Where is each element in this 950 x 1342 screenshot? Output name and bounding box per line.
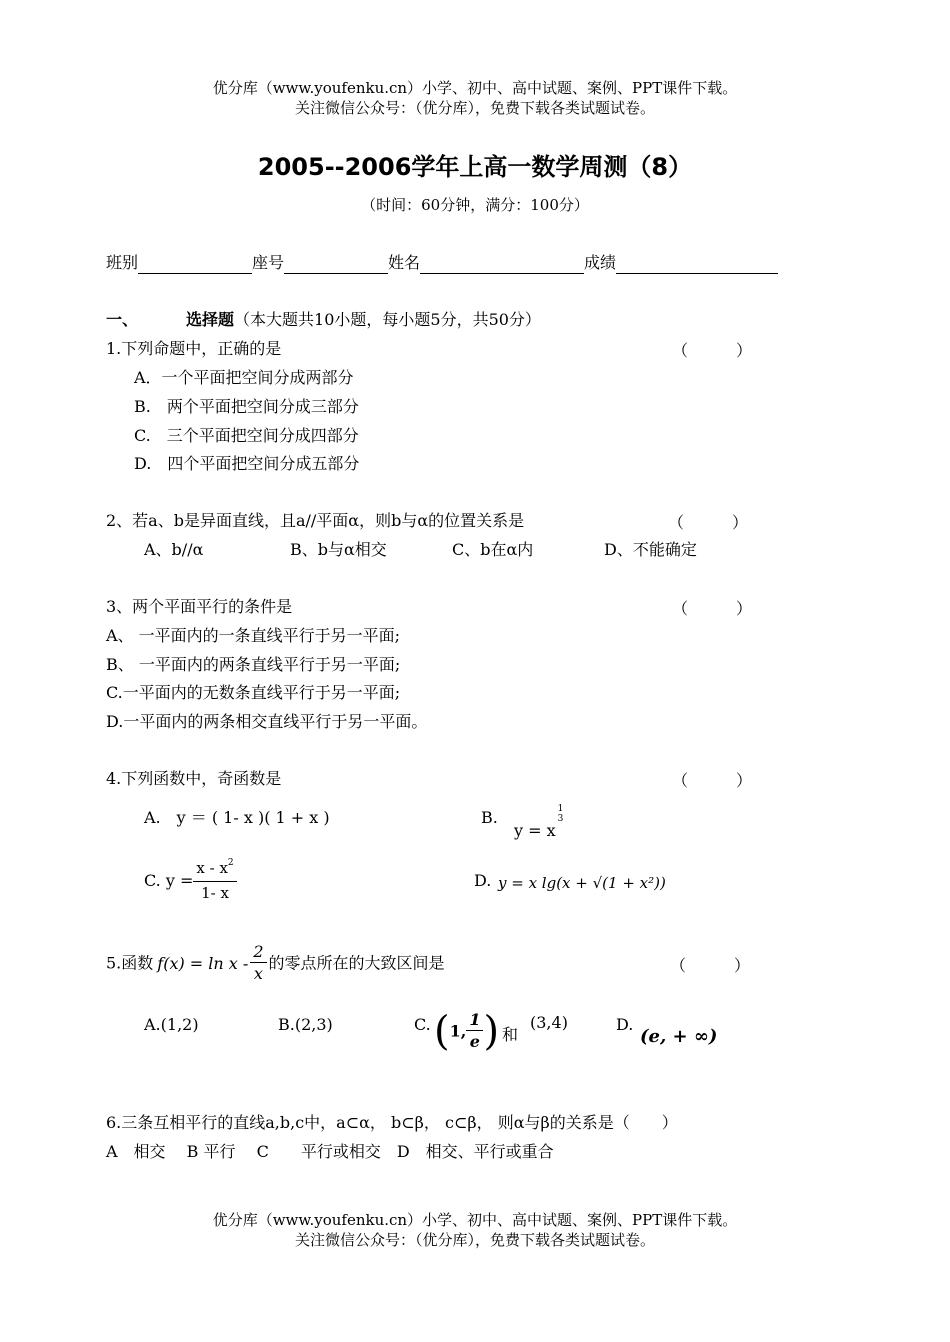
q1-answer-paren[interactable]: （ ）	[672, 341, 753, 360]
q4-b-exp-num: 1	[557, 804, 564, 814]
section-note: （本大题共10小题，每小题5分，共50分）	[234, 310, 541, 329]
student-info-row	[106, 252, 778, 274]
section-title: 选择题	[186, 310, 235, 329]
class-blank[interactable]	[138, 255, 252, 274]
q1-option-a: A．一个平面把空间分成两部分	[134, 368, 354, 387]
q4-option-b-label: B.	[481, 808, 498, 827]
q2-stem: 2、若a、b是异面直线，且a//平面α，则b与α的位置关系是	[106, 511, 525, 530]
footer-line-1: 优分库（www.youfenku.cn）小学、初中、高中试题、案例、PPT课件下载。	[212, 1211, 738, 1229]
score-blank[interactable]	[616, 255, 778, 274]
header-line-2: 关注微信公众号：（优分库），免费下载各类试题试卷。	[294, 99, 655, 117]
name-label: 姓名	[388, 253, 421, 272]
q4-option-d-expr: y = x lg(x + √(1 + x²))	[498, 874, 666, 892]
seat-label: 座号	[252, 253, 285, 272]
q5-option-c-and: 和	[502, 1025, 519, 1044]
q3-option-a: A、 一平面内的一条直线平行于另一平面;	[106, 626, 401, 645]
q2-option-d: D、不能确定	[604, 540, 697, 559]
q3-answer-paren[interactable]: （ ）	[672, 599, 753, 618]
q5-option-c-interval-2: (3,4)	[530, 1013, 568, 1032]
q4-option-d-label: D.	[474, 871, 492, 890]
q2-option-b: B、b与α相交	[290, 540, 387, 559]
footer-line-2: 关注微信公众号：（优分库），免费下载各类试题试卷。	[294, 1231, 655, 1249]
q2-answer-paren[interactable]: （ ）	[668, 513, 749, 532]
q3-option-c: C.一平面内的无数条直线平行于另一平面;	[106, 683, 401, 702]
q1-stem: 1.下列命题中，正确的是	[106, 339, 282, 358]
q1-option-b: B. 两个平面把空间分成三部分	[134, 397, 359, 416]
q5-option-d-label: D.	[616, 1015, 634, 1034]
q6-stem: 6.三条互相平行的直线a,b,c中，a⊂α， b⊂β， c⊂β， 则α与β的关系是（ ）	[106, 1113, 678, 1132]
q4-option-a: A. y ＝ ( 1- x )( 1 + x )	[144, 808, 330, 827]
q6-options: A 相交 B 平行 C 平行或相交 D 相交、平行或重合	[106, 1142, 554, 1161]
q5-option-c-label: C.	[414, 1015, 431, 1034]
q5-answer-paren[interactable]: （ ）	[670, 956, 751, 975]
q4-answer-paren[interactable]: （ ）	[672, 771, 753, 790]
q3-option-b: B、 一平面内的两条直线平行于另一平面;	[106, 655, 401, 674]
q4-b-exp-den: 3	[557, 814, 564, 824]
q4-option-b-expr: y = x 1 3	[514, 804, 564, 840]
section-heading	[106, 309, 541, 331]
name-blank[interactable]	[420, 255, 584, 274]
q5-stem: 5.函数 f(x) = ln x - $\frac{2}{x}$ 的零点所在的大致区间是	[106, 942, 445, 983]
q2-option-a: A、b//α	[144, 540, 204, 559]
header-line-1: 优分库（www.youfenku.cn）小学、初中、高中试题、案例、PPT课件下载。	[212, 79, 738, 97]
q5-option-c-interval: (1, $\frac{1}{e}$ )	[434, 1008, 500, 1055]
seat-blank[interactable]	[284, 255, 388, 274]
score-label: 成绩	[584, 253, 617, 272]
page-subtitle: （时间：60分钟，满分：100分）	[361, 196, 589, 214]
q3-stem: 3、两个平面平行的条件是	[106, 597, 293, 616]
q5-option-d-expr: (e, + ∞)	[640, 1026, 718, 1047]
q4-option-c: C. y = $\frac{x - x^2}{1- x}$	[144, 858, 237, 904]
section-number: 一、	[106, 310, 139, 329]
class-label: 班别	[106, 253, 139, 272]
q3-option-d: D.一平面内的两条相交直线平行于另一平面。	[106, 712, 428, 731]
q4-stem: 4.下列函数中，奇函数是	[106, 769, 282, 788]
q5-option-b: B.(2,3)	[278, 1015, 333, 1034]
q5-option-a: A.(1,2)	[144, 1015, 199, 1034]
page-title: 2005--2006学年上高一数学周测（8）	[257, 153, 693, 181]
q1-option-c: C. 三个平面把空间分成四部分	[134, 426, 359, 445]
q2-option-c: C、b在α内	[452, 540, 534, 559]
q1-option-d: D. 四个平面把空间分成五部分	[134, 454, 360, 473]
